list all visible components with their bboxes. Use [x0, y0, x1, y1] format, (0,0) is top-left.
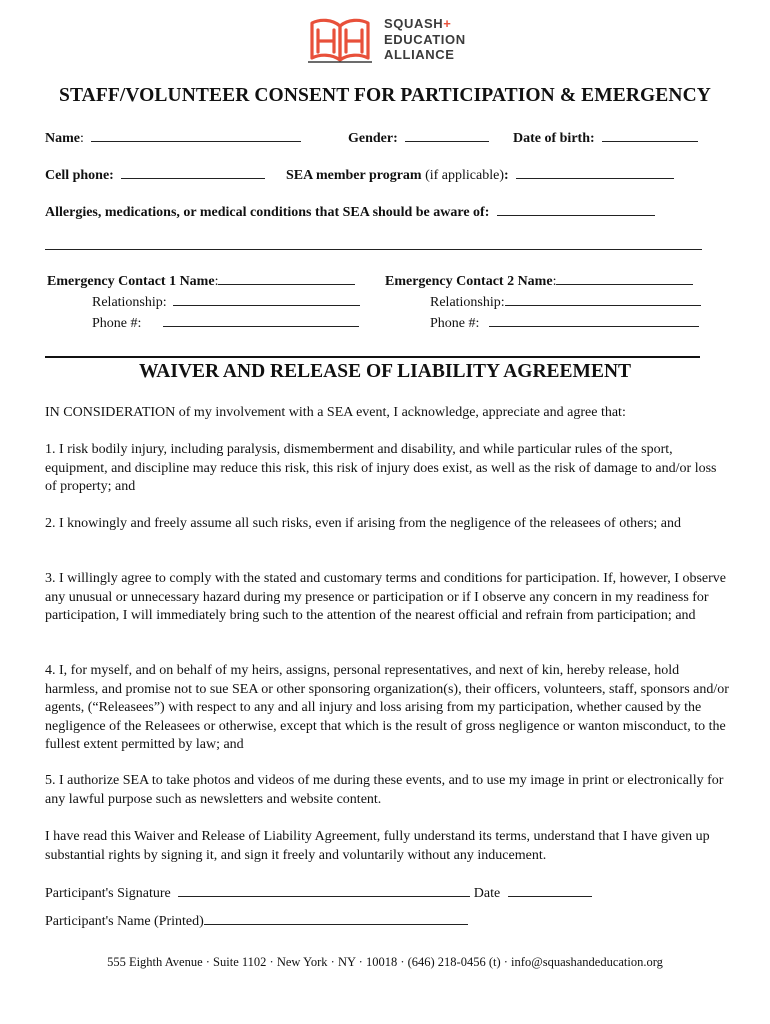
gender-field[interactable]	[405, 129, 489, 142]
logo-plus: +	[443, 16, 452, 31]
date-label: Date	[473, 886, 501, 901]
dob-group	[513, 129, 698, 147]
gender-group	[348, 129, 489, 147]
ec2-group	[385, 272, 693, 290]
ec2-relationship-field[interactable]	[505, 293, 701, 306]
date-field[interactable]	[508, 884, 592, 897]
section-divider	[45, 356, 700, 358]
program-group	[286, 166, 674, 184]
ec2-colon: :	[552, 274, 557, 289]
waiver-title: WAIVER AND RELEASE OF LIABILITY AGREEMENT	[138, 361, 632, 382]
ec1-label: Emergency Contact 1 Name	[47, 274, 215, 289]
name-row	[45, 129, 301, 147]
waiver-closing: I have read this Waiver and Release of Liability Agreement, fully understand its terms, understand that I have given up substantial rights by signing it, and sign it freely and voluntarily without any inducement.	[45, 829, 710, 863]
ec2-relationship	[430, 293, 701, 311]
ec1-phone-label: Phone #:	[92, 316, 142, 331]
ec2-phone-label: Phone #:	[430, 316, 480, 331]
program-label: SEA member program	[286, 168, 422, 183]
logo-line-1: SQUASH	[384, 16, 444, 31]
signature-label: Participant's Signature	[45, 886, 171, 901]
cell-group	[45, 166, 265, 184]
program-note: (if applicable)	[425, 168, 504, 183]
allergies-line-2[interactable]	[45, 249, 702, 250]
gender-label: Gender:	[348, 131, 398, 146]
allergies-field[interactable]	[497, 203, 655, 216]
ec1-colon: :	[214, 274, 219, 289]
ec2-phone	[430, 314, 699, 332]
ec2-relationship-label: Relationship:	[430, 295, 505, 310]
ec1-relationship-label: Relationship:	[92, 295, 167, 310]
dob-label: Date of birth:	[513, 131, 595, 146]
waiver-clause-3: 3. I willingly agree to comply with the stated and customary terms and conditions for participation. If, however, I observe any unusual or unnecessary hazard during my presence or participation or if I observe any concern in my readiness for participation, I will immediately bring such to the attention of the nearest official and refrain from participation; and	[45, 571, 726, 623]
dob-field[interactable]	[602, 129, 698, 142]
waiver-clause-5: 5. I authorize SEA to take photos and videos of me during these events, and to use my image in print or electronically for any lawful purpose such as newsletters and website content.	[45, 773, 724, 807]
ec1-phone	[92, 314, 359, 332]
ec1-name-field[interactable]	[218, 272, 355, 285]
name-label: Name	[45, 131, 80, 146]
printed-name-label: Participant's Name (Printed)	[45, 914, 204, 929]
logo-wordmark	[384, 16, 484, 63]
cell-field[interactable]	[121, 166, 265, 179]
consent-title: STAFF/VOLUNTEER CONSENT FOR PARTICIPATION & EMERGENCY	[59, 85, 711, 106]
ec1-phone-field[interactable]	[163, 314, 359, 327]
printed-name-field[interactable]	[204, 912, 468, 925]
open-book-icon	[304, 14, 376, 66]
ec2-name-field[interactable]	[556, 272, 693, 285]
sea-logo	[304, 14, 474, 66]
waiver-clause-2: 2. I knowingly and freely assume all such risks, even if arising from the negligence of the releasees of others; and	[45, 516, 682, 531]
signature-field[interactable]	[178, 884, 470, 897]
footer-address: 555 Eighth Avenue · Suite 1102 · New York · NY · 10018 · (646) 218-0456 (t) · info@squashandeducation.org	[107, 955, 663, 969]
ec2-label: Emergency Contact 2 Name	[385, 274, 553, 289]
ec1-relationship-field[interactable]	[173, 293, 360, 306]
signature-group	[45, 884, 592, 902]
waiver-clause-4: 4. I, for myself, and on behalf of my heirs, assigns, personal representatives, and next of kin, hereby release, hold harmless, and promise not to sue SEA or other sponsoring organization(s), their officers, volunteers, staff, sponsors and/or agents, (“Releasees”) with respect to any and all injury and loss arising from my participation, whether caused by the negligence of the Releasees or otherwise, except that which is the result of gross negligence or wanton misconduct, to the fullest extent permitted by law; and	[45, 663, 729, 752]
program-field[interactable]	[516, 166, 674, 179]
ec1-group	[47, 272, 355, 290]
allergies-group	[45, 203, 655, 221]
waiver-clause-1: 1. I risk bodily injury, including paralysis, dismemberment and disability, and while particular rules of the sport, equipment, and discipline may reduce this risk, this risk of injury does exist, as well as the risk of damage to and/or loss of property; and	[45, 442, 717, 494]
name-field[interactable]	[91, 129, 301, 142]
cell-label: Cell phone:	[45, 168, 114, 183]
printed-name-group	[45, 912, 468, 930]
logo-line-3: ALLIANCE	[384, 47, 455, 62]
ec2-phone-field[interactable]	[489, 314, 699, 327]
program-colon: :	[504, 168, 509, 183]
name-colon: :	[80, 131, 84, 146]
waiver-intro: IN CONSIDERATION of my involvement with a SEA event, I acknowledge, appreciate and agree that:	[45, 405, 626, 420]
logo-line-2: EDUCATION	[384, 31, 466, 47]
allergies-label: Allergies, medications, or medical conditions that SEA should be aware of:	[45, 205, 490, 220]
ec1-relationship	[92, 293, 360, 311]
